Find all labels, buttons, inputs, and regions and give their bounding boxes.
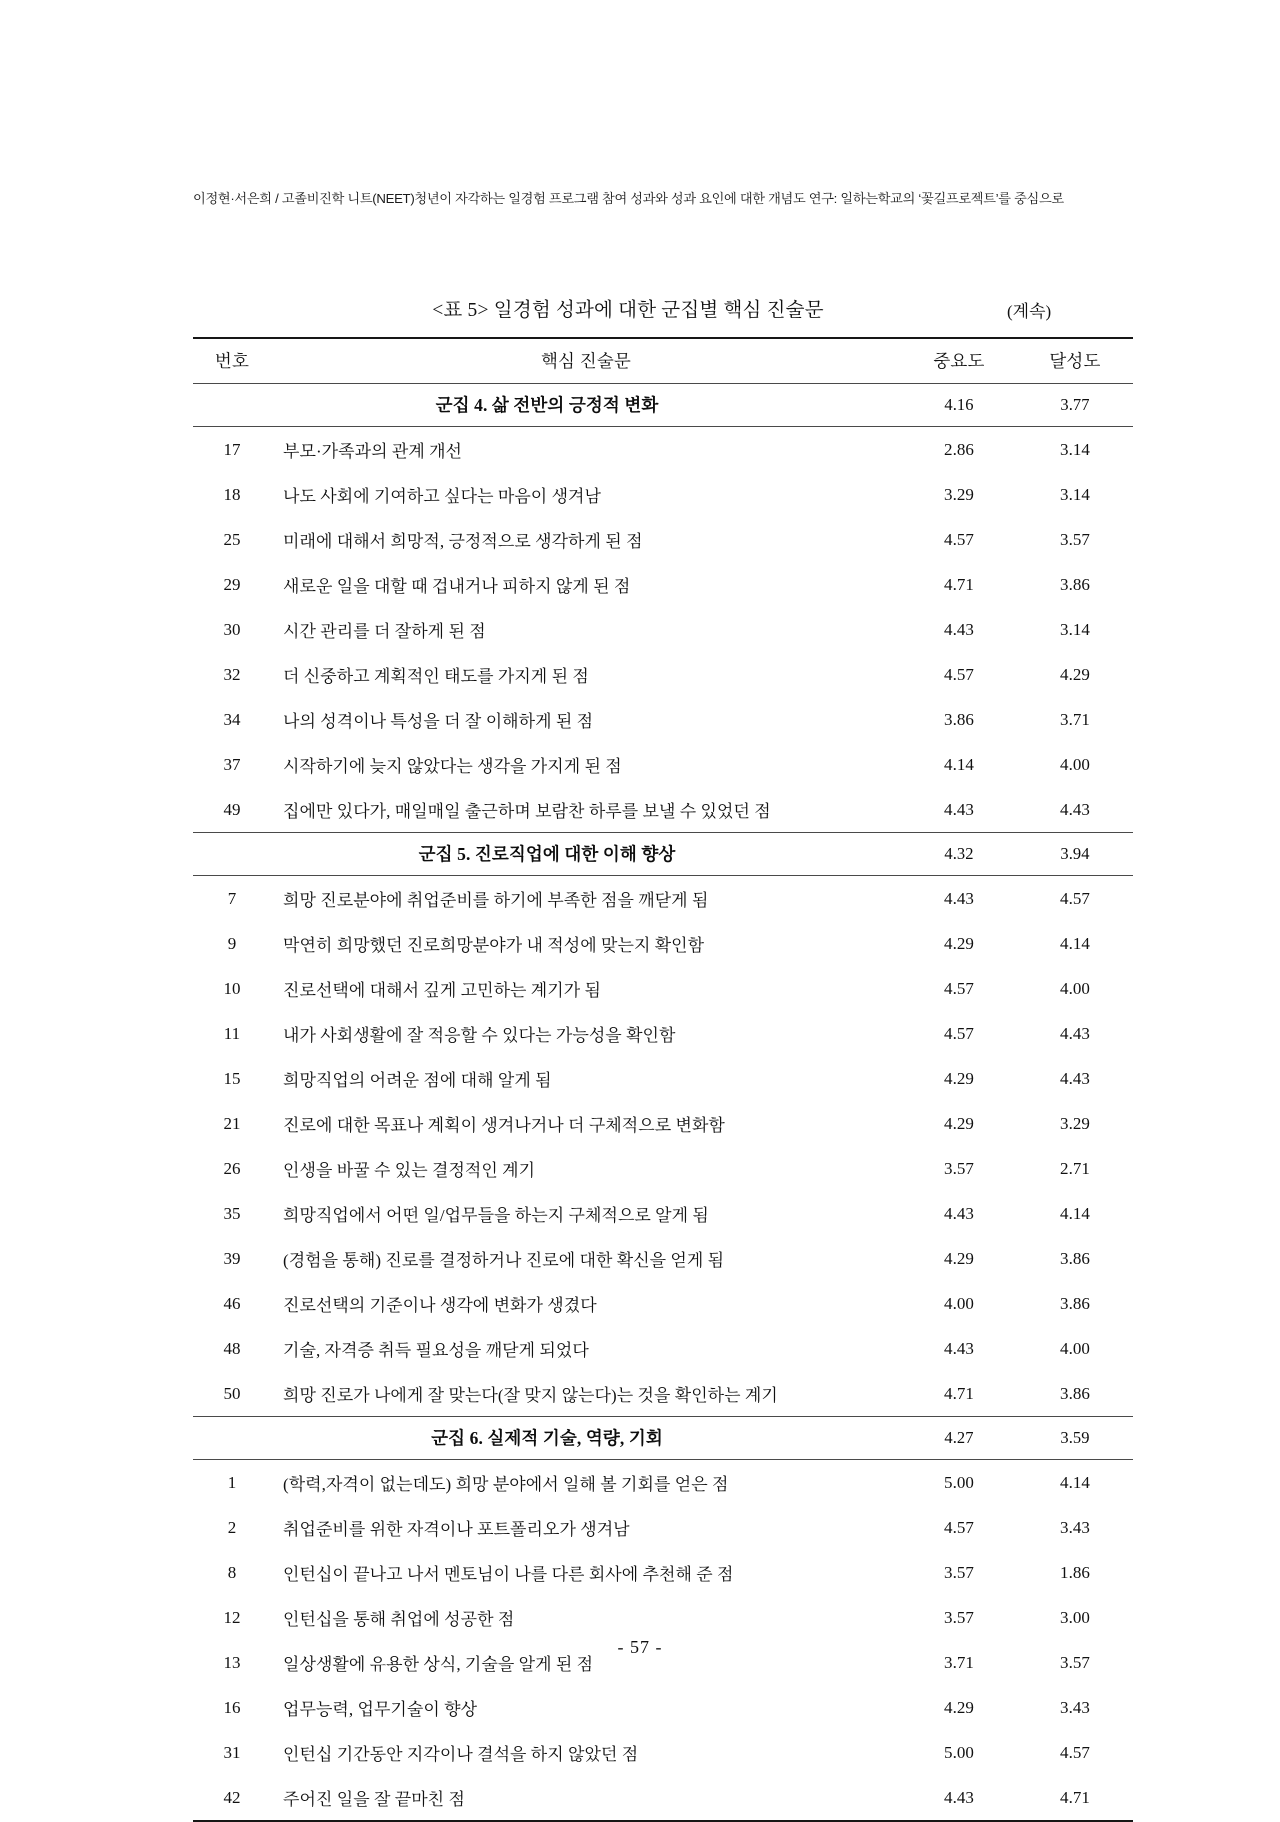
table-row	[193, 607, 1133, 652]
table-row	[193, 1191, 1133, 1236]
importance-value: 3.57	[944, 1562, 974, 1582]
statement-number: 30	[223, 619, 241, 639]
statement-text: 나도 사회에 기여하고 싶다는 마음이 생겨남	[283, 487, 601, 506]
statement-text: 인턴십을 통해 취업에 성공한 점	[283, 1610, 515, 1629]
importance-value: 5.00	[944, 1472, 974, 1492]
statement-text: 미래에 대해서 희망적, 긍정적으로 생각하게 된 점	[283, 532, 643, 551]
table-container	[193, 337, 1133, 1820]
column-header-achievement: 달성도	[1017, 338, 1133, 384]
statement-number: 18	[223, 484, 241, 504]
table-row	[193, 472, 1133, 517]
importance-value: 4.43	[944, 799, 974, 819]
statement-number: 13	[223, 1652, 241, 1672]
table-row	[193, 1236, 1133, 1281]
statement-number: 25	[223, 529, 241, 549]
statement-number: 50	[223, 1383, 241, 1403]
statement-number: 34	[223, 709, 241, 729]
statement-text: 시간 관리를 더 잘하게 된 점	[283, 622, 486, 641]
cluster-header-row	[193, 384, 1133, 427]
table-row	[193, 1685, 1133, 1730]
statement-text: 부모·가족과의 관계 개선	[283, 442, 463, 461]
achievement-value: 3.43	[1060, 1517, 1090, 1537]
achievement-value: 4.43	[1060, 799, 1090, 819]
statement-text: 더 신중하고 계획적인 태도를 가지게 된 점	[283, 667, 589, 686]
achievement-value: 4.14	[1060, 1472, 1090, 1492]
statement-number: 9	[227, 933, 237, 953]
cluster-importance-value: 4.32	[901, 833, 1017, 876]
importance-value: 3.71	[944, 1652, 974, 1672]
statement-number: 31	[223, 1742, 241, 1762]
statement-text: 인턴십이 끝나고 나서 멘토님이 나를 다른 회사에 추천해 준 점	[283, 1565, 734, 1584]
statement-text: 희망 진로가 나에게 잘 맞는다(잘 맞지 않는다)는 것을 확인하는 계기	[283, 1386, 778, 1405]
table-row	[193, 1371, 1133, 1417]
importance-value: 3.57	[944, 1607, 974, 1627]
achievement-value: 1.86	[1060, 1562, 1090, 1582]
achievement-value: 4.00	[1060, 978, 1090, 998]
achievement-value: 4.00	[1060, 754, 1090, 774]
importance-value: 4.57	[944, 1023, 974, 1043]
statement-text: 인턴십 기간동안 지각이나 결석을 하지 않았던 점	[283, 1745, 639, 1764]
statement-text: 나의 성격이나 특성을 더 잘 이해하게 된 점	[283, 712, 594, 731]
importance-value: 4.57	[944, 1517, 974, 1537]
importance-value: 4.29	[944, 1068, 974, 1088]
statement-text: 진로선택의 기준이나 생각에 변화가 생겼다	[283, 1296, 597, 1315]
statement-number: 7	[227, 888, 237, 908]
statement-text: 막연히 희망했던 진로희망분야가 내 적성에 맞는지 확인함	[283, 936, 705, 955]
achievement-value: 3.00	[1060, 1607, 1090, 1627]
statement-text: 기술, 자격증 취득 필요성을 깨닫게 되었다	[283, 1341, 589, 1360]
achievement-value: 4.14	[1060, 933, 1090, 953]
statement-text: (학력,자격이 없는데도) 희망 분야에서 일해 볼 기회를 얻은 점	[283, 1475, 729, 1494]
table-row	[193, 1011, 1133, 1056]
table-row	[193, 1460, 1133, 1506]
achievement-value: 4.43	[1060, 1023, 1090, 1043]
statement-number: 2	[227, 1517, 237, 1537]
statement-number: 11	[223, 1023, 241, 1043]
achievement-value: 3.57	[1060, 1652, 1090, 1672]
statement-number: 1	[227, 1472, 237, 1492]
achievement-value: 4.57	[1060, 1742, 1090, 1762]
table-row	[193, 1730, 1133, 1775]
table-row	[193, 427, 1133, 473]
statement-number: 12	[223, 1607, 241, 1627]
statement-number: 37	[223, 754, 241, 774]
running-head: 이정현·서은희 / 고졸비진학 니트(NEET)청년이 자각하는 일경험 프로그램 참여 성과와 성과 요인에 대한 개념도 연구: 일하는학교의 ‘꽃길프로젝트’를 중심으로	[193, 191, 1064, 206]
table-row	[193, 697, 1133, 742]
table-row	[193, 1326, 1133, 1371]
cluster-title: 군집 4. 삶 전반의 긍정적 변화	[193, 384, 901, 427]
table-row	[193, 1505, 1133, 1550]
statement-number: 42	[223, 1787, 241, 1807]
achievement-value: 3.43	[1060, 1697, 1090, 1717]
cluster-achievement-value: 3.59	[1017, 1417, 1133, 1460]
column-header-number: 번호	[193, 338, 271, 384]
importance-value: 3.57	[944, 1158, 974, 1178]
statement-text: 진로선택에 대해서 깊게 고민하는 계기가 됨	[283, 981, 601, 1000]
core-statements-table	[193, 337, 1133, 1820]
statement-number: 8	[227, 1562, 237, 1582]
importance-value: 4.29	[944, 933, 974, 953]
statement-text: (경험을 통해) 진로를 결정하거나 진로에 대한 확신을 얻게 됨	[283, 1251, 725, 1270]
statement-text: 희망 진로분야에 취업준비를 하기에 부족한 점을 깨닫게 됨	[283, 891, 709, 910]
importance-value: 2.86	[944, 439, 974, 459]
importance-value: 3.86	[944, 709, 974, 729]
statement-text: 진로에 대한 목표나 계획이 생겨나거나 더 구체적으로 변화함	[283, 1116, 725, 1135]
statement-text: 집에만 있다가, 매일매일 출근하며 보람찬 하루를 보낼 수 있었던 점	[283, 802, 771, 821]
statement-text: 내가 사회생활에 잘 적응할 수 있다는 가능성을 확인함	[283, 1026, 676, 1045]
statement-text: 희망직업에서 어떤 일/업무들을 하는지 구체적으로 알게 됨	[283, 1206, 709, 1225]
table-row	[193, 1056, 1133, 1101]
table-row	[193, 1146, 1133, 1191]
table-row	[193, 742, 1133, 787]
importance-value: 4.29	[944, 1248, 974, 1268]
achievement-value: 4.71	[1060, 1787, 1090, 1807]
page-number: - 57 -	[617, 1637, 663, 1657]
importance-value: 4.43	[944, 1787, 974, 1807]
cluster-title: 군집 6. 실제적 기술, 역량, 기회	[193, 1417, 901, 1460]
importance-value: 4.43	[944, 619, 974, 639]
achievement-value: 4.43	[1060, 1068, 1090, 1088]
statement-number: 49	[223, 799, 241, 819]
achievement-value: 4.29	[1060, 664, 1090, 684]
cluster-achievement-value: 3.77	[1017, 384, 1133, 427]
statement-number: 26	[223, 1158, 241, 1178]
statement-number: 17	[223, 439, 241, 459]
cluster-importance-value: 4.27	[901, 1417, 1017, 1460]
table-row	[193, 652, 1133, 697]
table-row	[193, 562, 1133, 607]
achievement-value: 3.86	[1060, 1248, 1090, 1268]
importance-value: 4.29	[944, 1113, 974, 1133]
statement-number: 10	[223, 978, 241, 998]
statement-text: 취업준비를 위한 자격이나 포트폴리오가 생겨남	[283, 1520, 630, 1539]
importance-value: 4.57	[944, 664, 974, 684]
achievement-value: 4.00	[1060, 1338, 1090, 1358]
table-row	[193, 966, 1133, 1011]
table-row	[193, 921, 1133, 966]
importance-value: 4.00	[944, 1293, 974, 1313]
achievement-value: 4.14	[1060, 1203, 1090, 1223]
cluster-header-row	[193, 1417, 1133, 1460]
table-row	[193, 1775, 1133, 1820]
table-row	[193, 517, 1133, 562]
statement-number: 32	[223, 664, 241, 684]
cluster-header-row	[193, 833, 1133, 876]
table-header-row	[193, 338, 1133, 384]
importance-value: 4.71	[944, 1383, 974, 1403]
statement-number: 15	[223, 1068, 241, 1088]
table-row	[193, 1281, 1133, 1326]
importance-value: 5.00	[944, 1742, 974, 1762]
achievement-value: 3.57	[1060, 529, 1090, 549]
statement-number: 21	[223, 1113, 241, 1133]
importance-value: 4.43	[944, 1338, 974, 1358]
table-row	[193, 1595, 1133, 1640]
statement-number: 29	[223, 574, 241, 594]
achievement-value: 3.14	[1060, 619, 1090, 639]
importance-value: 4.57	[944, 978, 974, 998]
statement-number: 46	[223, 1293, 241, 1313]
statement-text: 희망직업의 어려운 점에 대해 알게 됨	[283, 1071, 552, 1090]
importance-value: 3.29	[944, 484, 974, 504]
achievement-value: 3.71	[1060, 709, 1090, 729]
statement-text: 일상생활에 유용한 상식, 기술을 알게 된 점	[283, 1655, 594, 1674]
table-row	[193, 1101, 1133, 1146]
statement-number: 16	[223, 1697, 241, 1717]
cluster-importance-value: 4.16	[901, 384, 1017, 427]
achievement-value: 3.86	[1060, 1293, 1090, 1313]
table-row	[193, 1550, 1133, 1595]
statement-text: 새로운 일을 대할 때 겁내거나 피하지 않게 된 점	[283, 577, 631, 596]
achievement-value: 2.71	[1060, 1158, 1090, 1178]
importance-value: 4.29	[944, 1697, 974, 1717]
cluster-achievement-value: 3.94	[1017, 833, 1133, 876]
statement-text: 인생을 바꿀 수 있는 결정적인 계기	[283, 1161, 536, 1180]
achievement-value: 3.14	[1060, 484, 1090, 504]
cluster-title: 군집 5. 진로직업에 대한 이해 향상	[193, 833, 901, 876]
statement-number: 39	[223, 1248, 241, 1268]
achievement-value: 4.57	[1060, 888, 1090, 908]
importance-value: 4.43	[944, 888, 974, 908]
achievement-value: 3.86	[1060, 1383, 1090, 1403]
statement-text: 시작하기에 늦지 않았다는 생각을 가지게 된 점	[283, 757, 622, 776]
statement-text: 주어진 일을 잘 끝마친 점	[283, 1790, 465, 1809]
achievement-value: 3.29	[1060, 1113, 1090, 1133]
achievement-value: 3.14	[1060, 439, 1090, 459]
achievement-value: 3.86	[1060, 574, 1090, 594]
statement-text: 업무능력, 업무기술이 향상	[283, 1700, 478, 1719]
table-body	[193, 384, 1133, 1821]
column-header-statement: 핵심 진술문	[271, 338, 901, 384]
importance-value: 4.14	[944, 754, 974, 774]
statement-number: 48	[223, 1338, 241, 1358]
table-row	[193, 876, 1133, 922]
table-row	[193, 787, 1133, 833]
statement-number: 35	[223, 1203, 241, 1223]
importance-value: 4.71	[944, 574, 974, 594]
table-title: <표 5> 일경험 성과에 대한 군집별 핵심 진술문	[432, 300, 824, 321]
importance-value: 4.57	[944, 529, 974, 549]
column-header-importance: 중요도	[901, 338, 1017, 384]
continued-label: (계속)	[1007, 302, 1052, 321]
importance-value: 4.43	[944, 1203, 974, 1223]
